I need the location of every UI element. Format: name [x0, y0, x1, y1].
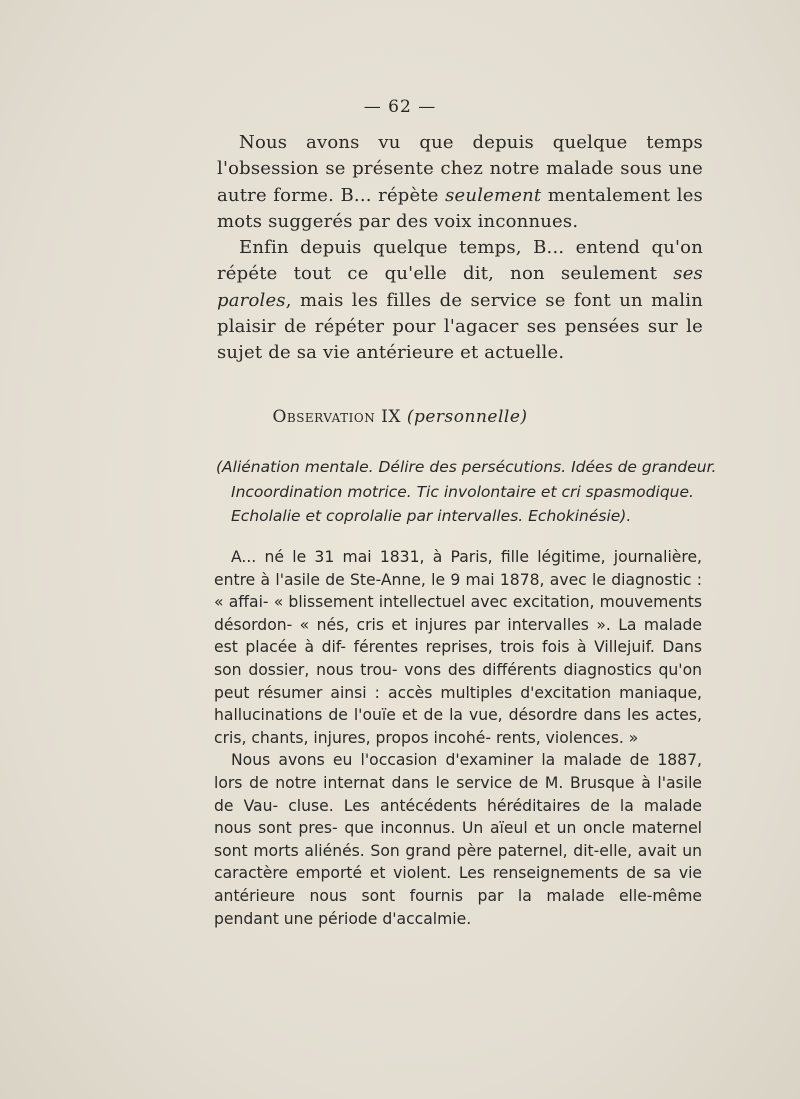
paragraph: A... né le 31 mai 1831, à Paris, fille légitime, journalière, entre à l'asile de Ste-Anne, le 9 mai 1878, avec le diagnostic : « affai- « blissement intellectuel avec excitation, mouvements désordon- « nés, cris et injures par intervalles ». La malade est placée à dif- férentes reprises, trois fois à Villejuif. Dans son dossier, nous trou- vons des différents diagnostics qu'on peut résumer ainsi : accès multiples d'excitation maniaque, hallucinations de l'ouïe et de la vue, désordre dans les actes, cris, chants, injures, propos incohé- rents, violences. »: [214, 548, 702, 747]
paragraph: Nous avons eu l'occasion d'examiner la malade de 1887, lors de notre internat dans le service de M. Brusque à l'asile de Vau- cluse. Les antécédents héréditaires de la malade nous sont pres- que inconnus. Un aïeul et un oncle maternel sont morts aliénés. Son grand père paternel, dit-elle, avait un caractère emporté et violent. Les renseignements de sa vie antérieure nous sont fournis par la malade elle-même pendant une période d'accalmie.: [214, 751, 702, 928]
observation-summary: [216, 455, 717, 529]
summary-line: (Aliénation mentale. Délire des persécutions. Idées de grandeur.: [216, 458, 717, 476]
paragraph: Nous avons vu que depuis quelque temps l'obsession se présente chez notre malade sous une autre forme. B... répète seulement mentalement les mots suggerés par des voix inconnues.: [217, 132, 703, 232]
summary-line: Echolalie et coprolalie par intervalles. Echokinésie).: [231, 507, 632, 525]
page-number: — 62 —: [363, 97, 437, 117]
case-text: [214, 546, 702, 930]
intro-text: [217, 130, 703, 367]
summary-line: Incoordination motrice. Tic involontaire et cri spasmodique.: [231, 482, 694, 501]
observation-heading: Observation IX (personnelle): [272, 407, 528, 427]
paragraph: Enfin depuis quelque temps, B... entend qu'on répéte tout ce qu'elle dit, non seulement ses paroles, mais les filles de service se font un malin plaisir de répéter pour l'agacer ses pensées sur le sujet de sa vie antérieure et actuelle.: [217, 237, 703, 364]
